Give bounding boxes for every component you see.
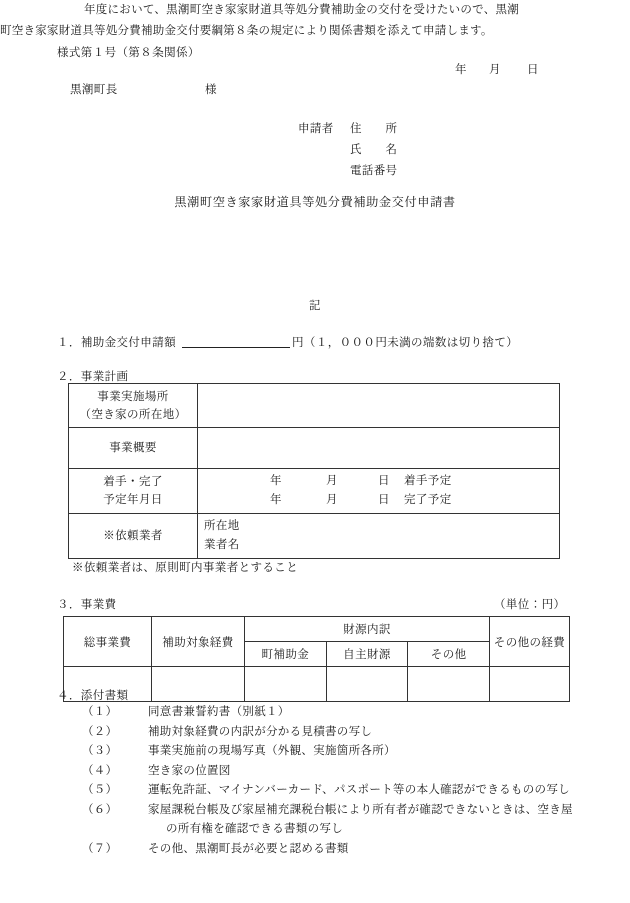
plan-label-schedule-line1: 着手・完了 [103,476,163,488]
plan-label-location-line1: 事業実施場所 [97,390,169,403]
list-item [82,781,576,801]
plan-label-vendor: ※依頼業者 [69,514,198,559]
cost-header-town-subsidy: 町補助金 [245,642,327,667]
schedule-start-day: 日 [378,475,390,487]
schedule-end-line [204,491,553,510]
schedule-start-month: 月 [326,475,338,487]
attachment-number: （６） [82,803,118,816]
plan-label-schedule [69,469,198,514]
applicant-row-name [298,140,397,161]
addressee-name: 黒潮町長 [70,84,118,96]
unit-note: （単位：円） [494,599,566,611]
date-year-label: 年 [455,64,467,76]
table-row [69,469,560,514]
schedule-end-month: 月 [326,494,338,506]
plan-value-overview[interactable] [198,428,560,469]
schedule-start-note: 着手予定 [404,475,452,487]
attachment-text: その他、黒潮町長が必要と認める書類 [148,842,349,855]
applicant-phone-label: 電話番号 [350,165,398,177]
amount-input-field[interactable] [182,333,290,348]
attachment-list [82,703,576,859]
schedule-start-year: 年 [270,475,282,487]
section-1-label: 補助金交付申請額 [80,337,177,349]
cost-header-funding-group: 財源内訳 [245,617,490,642]
table-row [69,514,560,559]
date-month-label: 月 [489,64,501,76]
body-paragraph: 年度において、黒潮町空き家家財道具等処分費補助金の交付を受けたいので、黒潮町空き家家財道具等処分費補助金交付要綱第８条の規定により関係書類を添えて申請します。 [0,4,519,37]
attachment-text: 運転免許証、マイナンバーカード、パスポート等の本人確認ができるものの写し [148,784,570,796]
attachment-number: （７） [82,842,118,855]
applicant-block [298,119,397,182]
schedule-end-year: 年 [270,494,282,506]
schedule-end-day: 日 [378,494,390,506]
attachment-text: 空き家の位置図 [148,764,231,777]
plan-label-overview: 事業概要 [69,428,198,469]
schedule-start-line [204,472,553,491]
table-row [64,667,570,702]
attachment-text: 家屋課税台帳及び家屋補充課税台帳により所有者が確認できないときは、空き屋 [148,803,573,816]
plan-value-location[interactable] [198,384,560,428]
cost-header-other-expenses: その他の経費 [490,617,570,667]
list-item [82,762,576,782]
attachment-text: 補助対象経費の内訳が分かる見積書の写し [148,725,373,738]
business-cost-table [63,616,570,702]
plan-value-schedule[interactable] [198,469,560,514]
applicant-row-phone [298,161,397,182]
cost-cell-eligible[interactable] [152,667,245,702]
vendor-name-label: 業者名 [204,539,240,551]
vendor-note: ※依頼業者は、原則町内事業者とすること [72,562,299,574]
schedule-end-note: 完了予定 [404,494,452,506]
attachment-text: 同意書兼誓約書（別紙１） [148,706,290,718]
list-item [82,742,576,762]
attachment-number: （２） [82,725,118,738]
section-3-heading: ３．事業費 [57,599,117,611]
form-number: 様式第１号（第８条関係） [57,47,200,59]
attachment-number: （１） [82,706,118,718]
attachment-number: （５） [82,784,118,796]
applicant-label: 申請者 [298,123,334,135]
applicant-row-address [298,119,397,140]
plan-value-vendor[interactable] [198,514,560,559]
amount-note: （１，０００円未満の端数は切り捨て） [303,337,519,349]
attachment-text: 事業実施前の現場写真（外観、実施箇所各所） [148,745,396,757]
cost-cell-other-source[interactable] [408,667,490,702]
amount-unit: 円 [292,337,304,349]
list-item [82,840,576,860]
plan-label-location-line2: （空き家の所在地） [79,408,187,421]
list-item [82,723,576,743]
cost-header-own-funds: 自主財源 [326,642,408,667]
attachment-number: （３） [82,745,118,757]
applicant-name-label: 氏 名 [350,144,398,156]
plan-label-schedule-line2: 予定年月日 [103,494,163,506]
cost-cell-own-funds[interactable] [326,667,408,702]
page-title: 黒潮町空き家家財道具等処分費補助金交付申請書 [174,195,456,209]
attachment-number: （４） [82,764,118,777]
plan-label-location [69,384,198,428]
list-item [82,801,576,840]
section-4-heading: ４．添付書類 [57,690,129,702]
attachment-text-continued: の所有権を確認できる書類の写し [166,823,343,835]
table-row [69,428,560,469]
applicant-address-label: 住 所 [350,123,398,135]
cost-cell-town-subsidy[interactable] [245,667,327,702]
section-1-number: １． [57,337,81,349]
vendor-address-label: 所在地 [204,520,240,532]
ki-marker: 記 [309,300,321,312]
date-line [455,62,539,79]
date-day-label: 日 [527,64,539,76]
cost-header-total: 総事業費 [64,617,152,667]
table-header-row [64,617,570,642]
cost-header-other-source: その他 [408,642,490,667]
cost-cell-other-expenses[interactable] [490,667,570,702]
list-item [82,703,576,723]
addressee-honorific: 様 [205,84,217,96]
business-plan-table [68,383,560,559]
section-1-amount [57,333,518,352]
table-row [69,384,560,428]
section-2-heading: ２．事業計画 [57,371,129,383]
cost-header-eligible: 補助対象経費 [152,617,245,667]
